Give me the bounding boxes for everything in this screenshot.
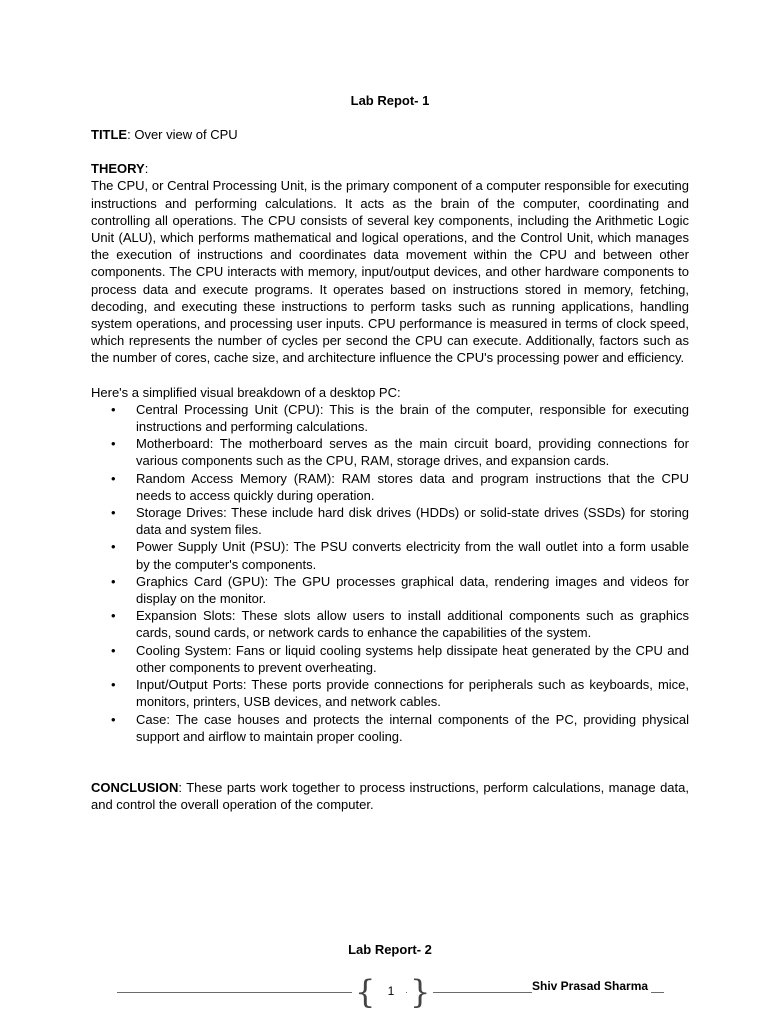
- bullet-icon: •: [111, 470, 116, 486]
- list-item: [111, 504, 689, 538]
- list-item-text: Power Supply Unit (PSU): The PSU converts electricity from the wall outlet into a form usable by the computer's components.: [136, 539, 689, 572]
- bullet-icon: •: [111, 642, 116, 658]
- list-item-text: Expansion Slots: These slots allow users to install additional components such as graphics cards, sound cards, or network cards to enhance the capabilities of the system.: [136, 608, 689, 641]
- list-item: [111, 676, 689, 710]
- list-item-text: Case: The case houses and protects the internal components of the PC, providing physical support and airflow to maintain proper cooling.: [136, 711, 689, 744]
- report-heading: Lab Repot- 1: [350, 93, 430, 108]
- bullet-icon: •: [111, 436, 116, 452]
- conclusion-paragraph: [91, 779, 689, 813]
- bullet-icon: •: [111, 401, 116, 417]
- bullet-icon: •: [111, 677, 116, 693]
- list-item: [111, 607, 689, 641]
- bullet-icon: •: [111, 539, 116, 555]
- title-text: : Over view of CPU: [127, 127, 238, 142]
- title-line: [91, 126, 689, 143]
- list-item: [111, 538, 689, 572]
- list-item-text: Graphics Card (GPU): The GPU processes graphical data, rendering images and videos for display on the monitor.: [136, 573, 689, 607]
- bullet-icon: •: [111, 608, 116, 624]
- bullet-icon: •: [111, 711, 116, 727]
- list-item-text: Input/Output Ports: These ports provide connections for peripherals such as keyboards, mice, monitors, printers, USB devices, and network cables.: [136, 677, 689, 710]
- list-item: [111, 435, 689, 469]
- conclusion-label: CONCLUSION: [91, 779, 179, 795]
- conclusion-text: : These parts work together to process instructions, perform calculations, manage data, and control the overall operation of the computer.: [91, 779, 689, 813]
- list-item-text: Random Access Memory (RAM): RAM stores data and program instructions that the CPU needs to access quickly during operation.: [136, 470, 689, 503]
- list-item-text: Storage Drives: These include hard disk drives (HDDs) or solid-state drives (SSDs) for storing data and system files.: [136, 505, 689, 538]
- theory-paragraph: The CPU, or Central Processing Unit, is the primary component of a computer responsible for executing instructions and performing calculations. It acts as the brain of the computer, coordinating and controlling all operations. The CPU consists of several key components, including the Arithmetic Logic Unit (ALU), which performs mathematical and logical operations, and the Control Unit, which manages the execution of instructions and coordinates data movement within the CPU and between other components. The CPU interacts with memory, input/output devices, and other hardware components to process data and execute programs. It operates based on instructions stored in memory, fetching, decoding, and executing these instructions to perform tasks such as running applications, handling system operations, and processing user inputs. CPU performance is measured in terms of clock speed, which represents the number of cycles per second the CPU can execute. Additionally, factors such as the number of cores, cache size, and architecture influence the CPU's processing power and efficiency.: [91, 178, 689, 366]
- list-item-text: Cooling System: Fans or liquid cooling systems help dissipate heat generated by the CPU and other components to prevent overheating.: [136, 642, 689, 675]
- list-item-text: Central Processing Unit (CPU): This is the brain of the computer, responsible for executing instructions and performing calculations.: [136, 401, 689, 435]
- next-report-heading: Lab Report- 2: [348, 942, 432, 957]
- bullet-icon: •: [111, 505, 116, 521]
- list-item: [111, 711, 689, 745]
- list-item: [111, 573, 689, 607]
- left-brace-icon: {: [352, 974, 378, 1010]
- parts-list: [91, 401, 689, 745]
- page-number: 1: [376, 982, 406, 1000]
- theory-heading: [91, 160, 689, 177]
- list-item: [111, 401, 689, 435]
- list-item: [111, 470, 689, 504]
- theory-label: THEORY: [91, 161, 145, 177]
- theory-colon: :: [144, 161, 149, 177]
- breakdown-intro: Here's a simplified visual breakdown of a desktop PC:: [91, 384, 401, 400]
- author-name: Shiv Prasad Sharma: [532, 978, 651, 994]
- bullet-icon: •: [111, 573, 116, 589]
- right-brace-icon: }: [407, 974, 433, 1010]
- title-label: TITLE: [91, 127, 128, 142]
- report-body: [91, 126, 689, 813]
- list-item-text: Motherboard: The motherboard serves as the main circuit board, providing connections for various components such as the CPU, RAM, storage drives, and expansion cards.: [136, 436, 689, 469]
- list-item: [111, 642, 689, 676]
